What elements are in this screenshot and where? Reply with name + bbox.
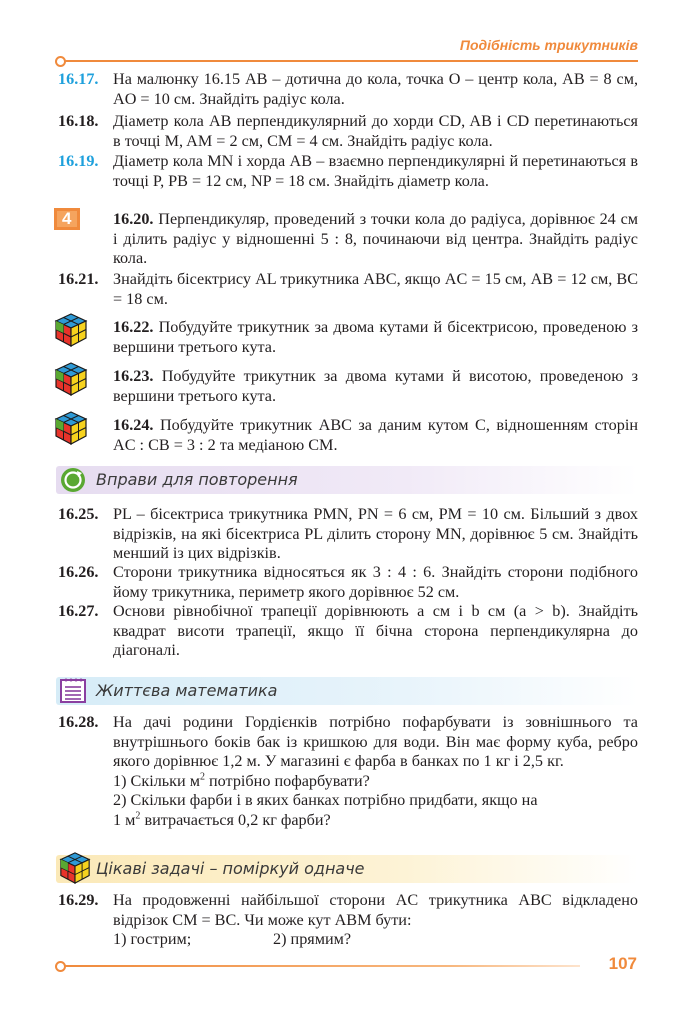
problem-text: Діаметр кола MN і хорда AB – взаємно перпендикулярні й перетинаються в точці P, PB = 12 см, NP = 18 см. Знайдіть діаметр кола.: [113, 152, 638, 190]
header-rule-dot: [55, 56, 66, 67]
page-number: 107: [608, 954, 637, 973]
problem-number: 16.26.: [58, 563, 99, 581]
question-2-cont: [113, 811, 638, 831]
repeat-cycle-icon: [58, 466, 88, 494]
option-1: 1) гострим;: [113, 930, 192, 948]
section-title: Вправи для повторення: [96, 470, 298, 489]
problem-16-24: [58, 416, 638, 455]
problem-text: Основи рівнобічної трапеції дорівнюють a см і b см (a > b). Знайдіть квадрат висоти трапеції, якщо її бічна сторона перпендикулярна до діагоналі.: [113, 602, 638, 659]
header-rule: [60, 60, 638, 62]
question-1: [113, 772, 638, 792]
section-fun-banner: [56, 855, 638, 883]
q1-text-end: потрібно пофарбувати?: [204, 771, 370, 790]
footer-rule: [60, 965, 580, 967]
problem-text: PL – бісектриса трикутника PMN, PN = 6 см, PM = 10 см. Більший з двох відрізків, на які бісектриса PL ділить сторону MN, дорівнює 5 см. Знайдіть менший із цих відрізків.: [113, 505, 638, 562]
problem-text: Побудуйте трикутник ABC за даним кутом C, відношенням сторін AC : CB = 3 : 2 та медіаною CM.: [113, 416, 639, 454]
problem-text: Побудуйте трикутник за двома кутами й висотою, проведеною з вершини третього кута.: [113, 367, 638, 405]
problem-text: На продовженні найбільшої сторони AC трикутника ABC відкладено відрізок CM = BC. Чи може кут ABM бути:: [113, 891, 638, 929]
problem-text-wrap: [113, 367, 638, 406]
question-2: [113, 791, 638, 811]
problem-16-27: [58, 602, 638, 661]
problem-16-18: [58, 112, 638, 151]
problem-16-26: [58, 563, 638, 602]
problem-number: 16.18.: [58, 112, 99, 130]
problem-text-wrap: [113, 210, 638, 269]
problem-text: Побудуйте трикутник за двома кутами й бісектрисою, проведеною з вершини третього кута.: [113, 318, 639, 356]
problem-number: 16.17.: [58, 70, 99, 88]
problem-text: Перпендикуляр, проведений з точки кола до радіуса, дорівнює 24 см і ділить радіус у відношенні 5 : 8, починаючи від центра. Знайдіть радіус кола.: [113, 210, 638, 267]
q2-text-b: 1 м: [113, 810, 136, 829]
problem-text: Сторони трикутника відносяться як 3 : 4 : 6. Знайдіть сторони подібного йому трикутника, периметр якого дорівнює 52 см.: [113, 563, 638, 601]
section-life-banner: [56, 677, 638, 705]
badge-number: 4: [62, 209, 72, 228]
problem-body: [113, 891, 638, 950]
option-2: 2) прямим?: [273, 930, 352, 948]
problem-16-19: [58, 152, 638, 191]
problem-number: 16.29.: [58, 891, 99, 909]
q2-sup: 2: [135, 810, 141, 822]
problem-text: Знайдіть бісектрису AL трикутника ABC, якщо AC = 15 см, AB = 12 см, BC = 18 см.: [113, 270, 638, 308]
problem-number: 16.28.: [58, 713, 99, 731]
footer-rule-dot: [55, 961, 66, 972]
problem-text: Діаметр кола AB перпендикулярний до хорди CD, AB і CD перетинаються в точці M, AM = 2 см, CM = 4 см. Знайдіть радіус кола.: [113, 112, 638, 150]
problem-text-wrap: [113, 318, 638, 357]
q1-sup: 2: [199, 771, 205, 783]
problem-number: 16.27.: [58, 602, 99, 620]
problem-16-21: [58, 270, 638, 309]
q2-text: 2) Скільки фарби і в яких банках потрібно придбати, якщо на: [113, 791, 538, 809]
problem-16-23: [58, 367, 638, 406]
q1-text: 1) Скільки м: [113, 771, 200, 790]
problem-16-25: [58, 505, 638, 564]
chapter-title: Подібність трикутників: [459, 37, 638, 53]
problem-number: 16.22.: [113, 318, 154, 336]
problem-number: 16.19.: [58, 152, 99, 170]
problem-number: 16.20.: [113, 210, 154, 228]
problem-text: На дачі родини Гордієнків потрібно пофарбувати із зовнішнього та внутрішнього боків бак із кришкою для води. Він має форму куба, ребро якого дорівнює 1,2 м. У магазині є фарба в банках по 1 кг і 2,5 кг.: [113, 713, 638, 770]
q2-text-end: витрачається 0,2 кг фарби?: [140, 810, 331, 829]
problem-number: 16.23.: [113, 367, 154, 385]
problem-16-22: [58, 318, 638, 357]
problem-text: На малюнку 16.15 AB – дотична до кола, точка O – центр кола, AB = 8 см, AO = 10 см. Знайдіть радіус кола.: [113, 70, 638, 108]
section-repeat-banner: [56, 466, 638, 494]
notepad-icon: [58, 677, 88, 705]
section-title: Життєва математика: [96, 681, 278, 700]
rubiks-cube-icon: [58, 851, 92, 885]
problem-text-wrap: [113, 416, 638, 455]
problem-body: [113, 713, 638, 830]
problem-16-29: [58, 891, 638, 950]
problem-number: 16.25.: [58, 505, 99, 523]
problem-number: 16.24.: [113, 416, 154, 434]
section-title: Цікаві задачі – поміркуй одначе: [96, 859, 365, 878]
problem-16-28: [58, 713, 638, 830]
problem-number: 16.21.: [58, 270, 99, 288]
problem-16-17: [58, 70, 638, 109]
options-row: [113, 930, 638, 950]
problem-16-20: [58, 210, 638, 269]
